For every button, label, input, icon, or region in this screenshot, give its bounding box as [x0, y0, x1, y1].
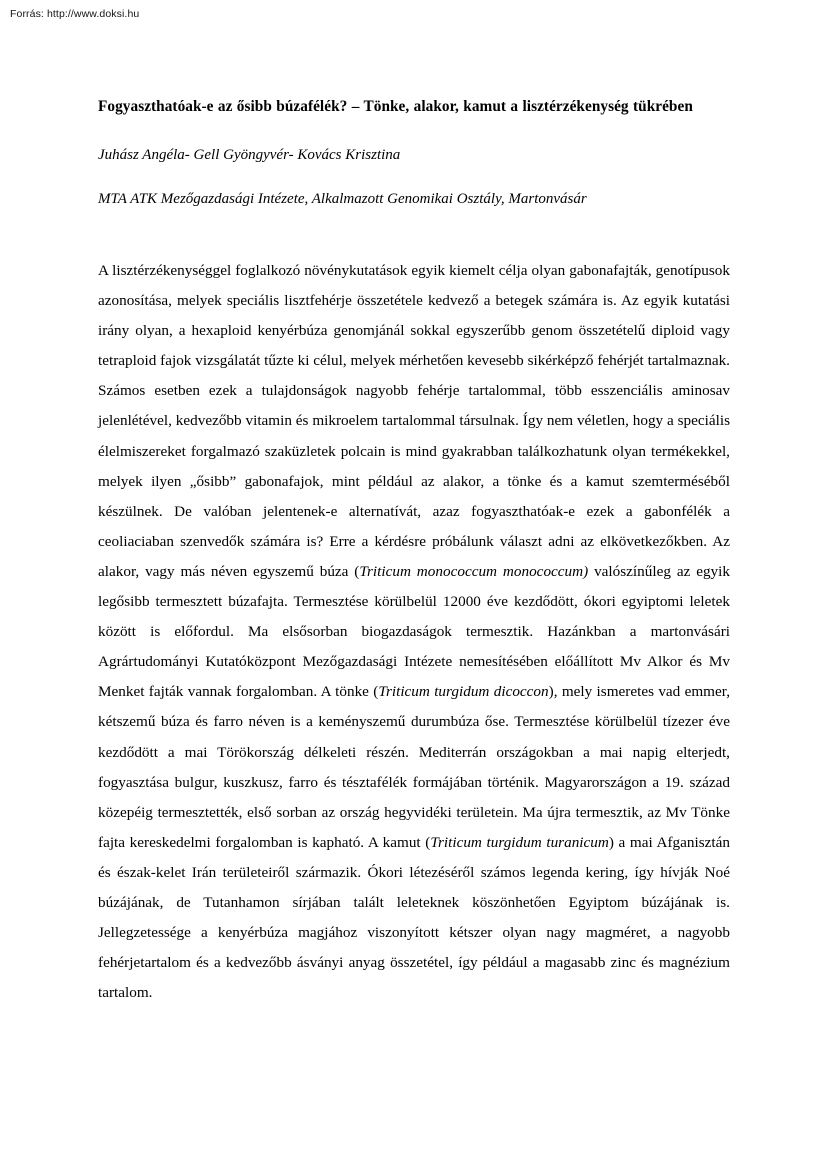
abstract-body	[98, 256, 730, 1008]
body-segment-4: ) a mai Afganisztán és észak-kelet Irán területeiről származik. Ókori létezéséről számos legenda kering, így hívják Noé búzájának, de Tutanhamon sírjában talált leleteknek köszönhetően Egyiptom búzájának is. Jellegzetessége a kenyérbúza magjához viszonyított kétszer olyan nagy magméret, a nagyobb fehérjetartalom és a kedvezőbb ásványi anyag összetétel, így például a magasabb zinc és magnézium tartalom.	[98, 833, 730, 1002]
body-segment-1: A lisztérzékenységgel foglalkozó növénykutatások egyik kiemelt célja olyan gabonafajták, genotípusok azonosítása, melyek speciális lisztfehérje összetétele kedvező a betegek számára is. Az egyik kutatási irány olyan, a hexaploid kenyérbúza genomjánál sokkal egyszerűbb genom összetételű diploid vagy tetraploid fajok vizsgálatát tűzte ki célul, melyek mérhetően kevesebb sikérképző fehérjét tartalmaznak. Számos esetben ezek a tulajdonságok nagyobb fehérje tartalommal, több esszenciális aminosav jelenlétével, kedvezőbb vitamin és mikroelem tartalommal társulnak. Így nem véletlen, hogy a speciális élelmiszereket forgalmazó szaküzletek polcain is mind gyakrabban találkozhatunk olyan termékekkel, melyek ilyen „ősibb” gabonafajok, mint például az alakor, a tönke és a kamut szemterméséből készülnek. De valóban jelentenek-e alternatívát, azaz fogyaszthatóak-e ezek a gabonfélék a ceoliaciaban szenvedők számára is? Erre a kérdésre próbálunk választ adni az elkövetkezőkben. Az alakor, vagy más néven egyszemű búza (	[98, 262, 730, 580]
document-content	[98, 92, 730, 1008]
source-url-header: Forrás: http://www.doksi.hu	[10, 8, 140, 20]
species-name-dicoccon: Triticum turgidum dicoccon	[378, 683, 549, 701]
author-list: Juhász Angéla- Gell Gyöngyvér- Kovács Krisztina	[98, 147, 401, 163]
species-name-turanicum: Triticum turgidum turanicum	[430, 833, 609, 851]
species-name-monococcum: Triticum monococcum monococcum)	[359, 562, 589, 580]
affiliation-line: MTA ATK Mezőgazdasági Intézete, Alkalmazott Genomikai Osztály, Martonvásár	[98, 191, 587, 207]
page-title: Fogyaszthatóak-e az ősibb búzafélék? – Tönke, alakor, kamut a lisztérzékenység tükrében	[98, 98, 693, 115]
body-segment-3: ), mely ismeretes vad emmer, kétszemű búza és farro néven is a keményszemű durumbúza őse. Termesztése körülbelül tízezer éve kezdődött a mai Törökország délkeleti részén. Mediterrán országokban a mai napig elterjedt, fogyasztása bulgur, kuszkusz, farro és tésztafélék formájában történik. Magyarországon a 19. század közepéig termesztették, első sorban az ország hegyvidéki területein. Ma újra termesztik, az Mv Tönke fajta kereskedelmi forgalomban is kapható. A kamut (	[98, 683, 731, 851]
body-segment-2: valószínűleg az egyik legősibb termesztett búzafajta. Termesztése körülbelül 12000 éve kezdődött, ókori egyiptomi leletek között is előfordul. Ma elsősorban biogazdaságok termesztik. Hazánkban a martonvásári Agrártudományi Kutatóközpont Mezőgazdasági Intézete nemesítésében előállított Mv Alkor és Mv Menket fajták vannak forgalomban. A tönke (	[98, 562, 730, 701]
